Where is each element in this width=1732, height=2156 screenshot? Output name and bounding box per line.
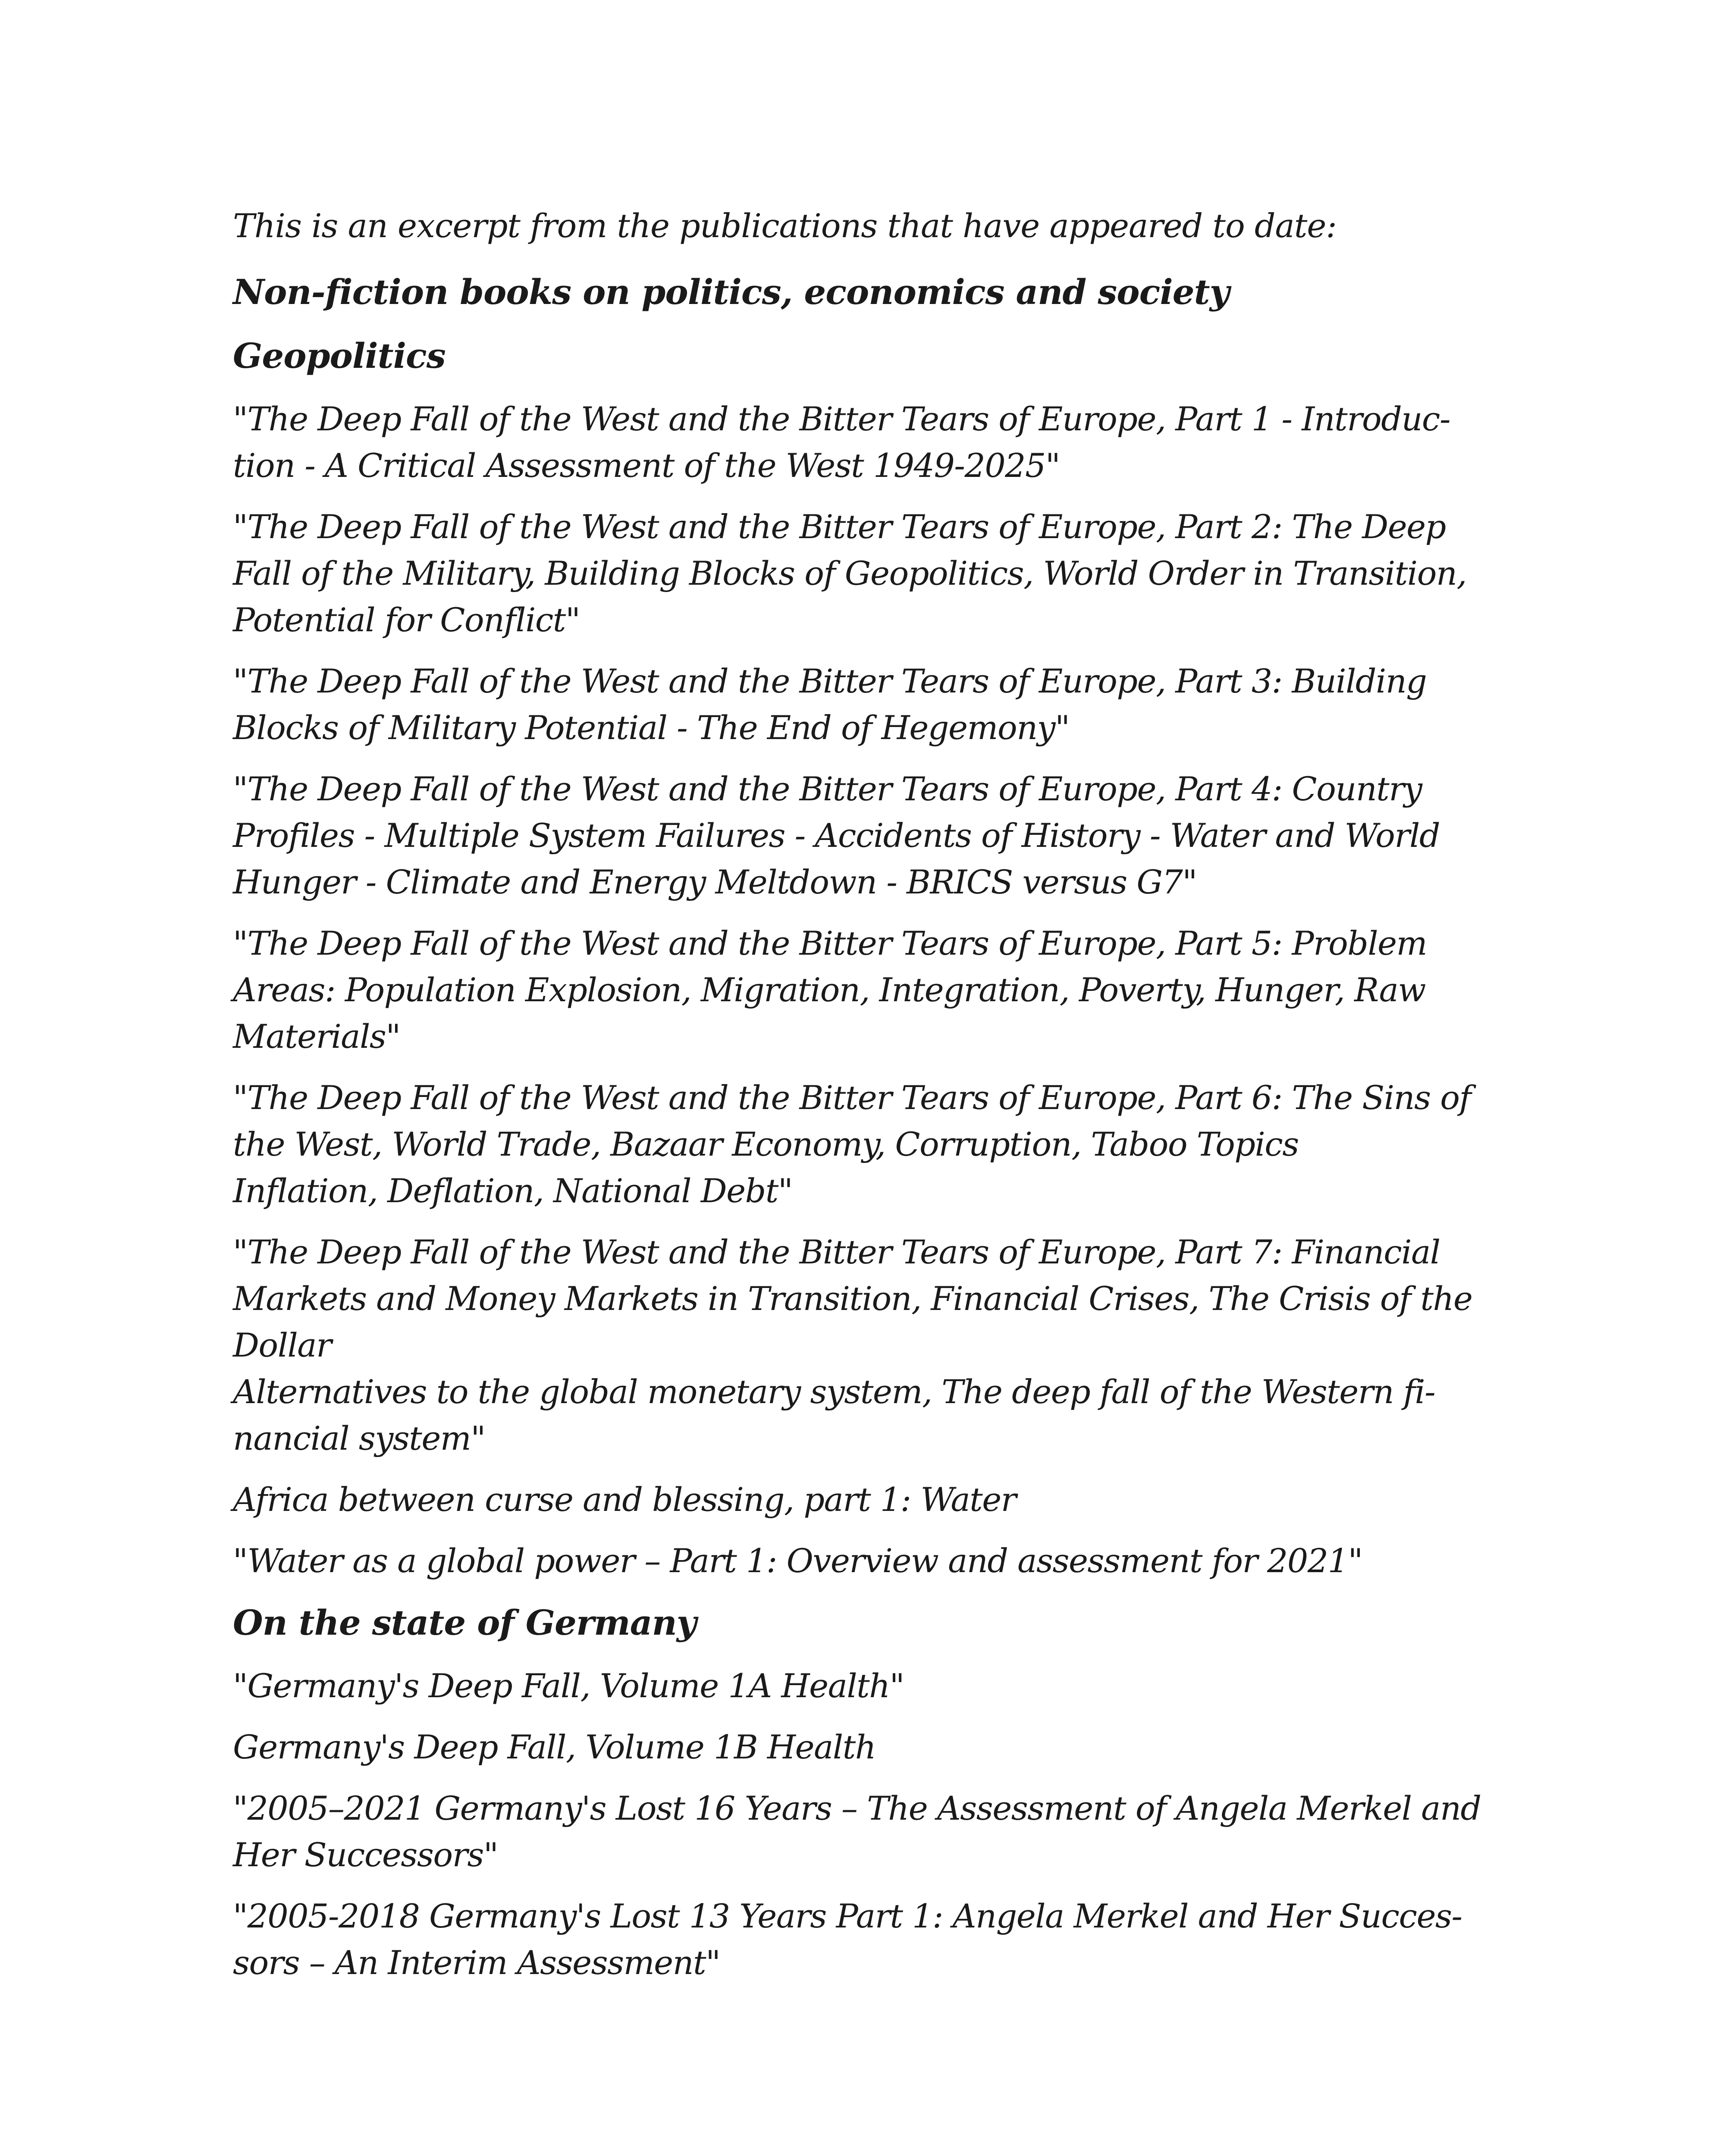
section-heading-main: Non-fiction books on politics, economics and society xyxy=(233,272,1230,312)
book-entry-germany-13-years: "2005-2018 Germany's Lost 13 Years Part 1: Angela Merkel and Her Succes- sors – An Interim Assessment" xyxy=(233,1897,1462,1982)
book-entry-part-2: "The Deep Fall of the West and the Bitter Tears of Europe, Part 2: The Deep Fall of the Military, Building Blocks of Geopolitics, World Order in Transition, Potential for Conflict" xyxy=(233,508,1467,639)
book-entry-part-1: "The Deep Fall of the West and the Bitter Tears of Europe, Part 1 - Introduc- tion - A Critical Assessment of the West 1949-2025" xyxy=(233,400,1450,485)
section-heading-geopolitics: Geopolitics xyxy=(233,335,446,376)
book-entry-part-5: "The Deep Fall of the West and the Bitter Tears of Europe, Part 5: Problem Areas: Population Explosion, Migration, Integration, Poverty, Hunger, Raw Materials" xyxy=(233,924,1427,1056)
book-entry-part-7-continued: Alternatives to the global monetary system, The deep fall of the Western fi- nancial system" xyxy=(233,1373,1435,1457)
book-entry-germany-16-years: "2005–2021 Germany's Lost 16 Years – The Assessment of Angela Merkel and Her Successors" xyxy=(233,1789,1481,1874)
intro-text: This is an excerpt from the publications that have appeared to date: xyxy=(233,207,1337,245)
book-entry-part-3: "The Deep Fall of the West and the Bitter Tears of Europe, Part 3: Building Blocks of Military Potential - The End of Hegemony" xyxy=(233,662,1427,747)
book-entry-water-global-power: "Water as a global power – Part 1: Overview and assessment for 2021" xyxy=(233,1542,1362,1580)
book-entry-africa-water: Africa between curse and blessing, part 1: Water xyxy=(233,1480,1016,1519)
book-entry-part-7: "The Deep Fall of the West and the Bitter Tears of Europe, Part 7: Financial Markets and Money Markets in Transition, Financial Crises, The Crisis of the Dollar xyxy=(233,1233,1472,1364)
document-page xyxy=(233,203,1501,2001)
book-entry-germany-1a: "Germany's Deep Fall, Volume 1A Health" xyxy=(233,1667,904,1705)
book-entry-part-4: "The Deep Fall of the West and the Bitter Tears of Europe, Part 4: Country Profiles - Multiple System Failures - Accidents of History - Water and World Hunger - Climate and Energy Meltdown - BRICS versus G7" xyxy=(233,770,1440,901)
book-entry-part-6: "The Deep Fall of the West and the Bitter Tears of Europe, Part 6: The Sins of the West, World Trade, Bazaar Economy, Corruption, Taboo Topics Inflation, Deflation, National Debt" xyxy=(233,1078,1471,1210)
book-entry-germany-1b: Germany's Deep Fall, Volume 1B Health xyxy=(233,1728,876,1766)
section-heading-germany: On the state of Germany xyxy=(233,1602,697,1643)
